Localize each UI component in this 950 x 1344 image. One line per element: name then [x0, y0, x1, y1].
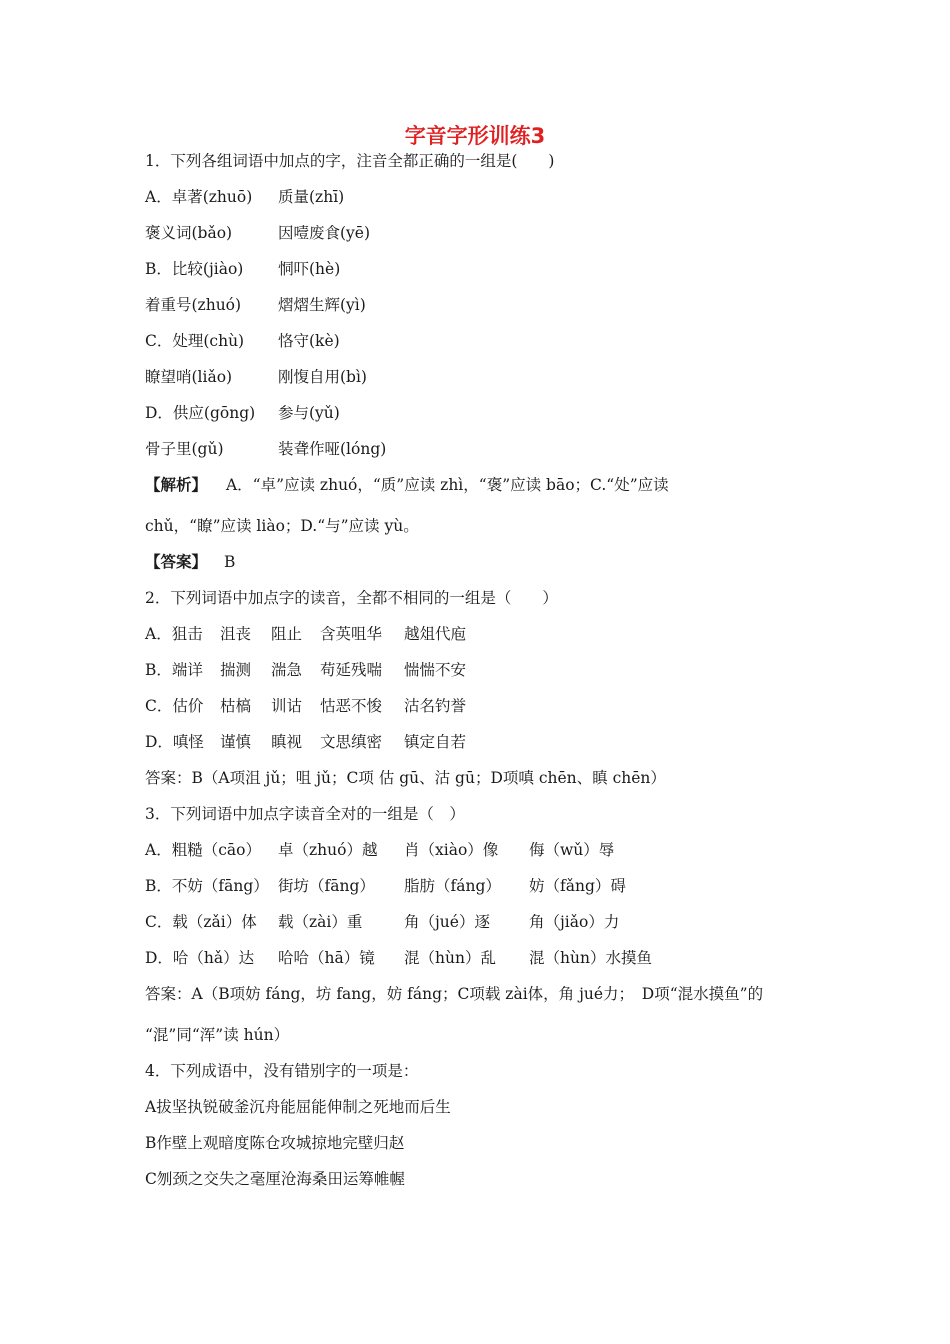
option-cell: 妨（fǎng）碍: [529, 877, 626, 895]
option-cell: 载（zài）重: [278, 913, 363, 931]
option-cell: 角（jué）逐: [404, 913, 490, 931]
option-cell: 怙恶不悛: [320, 697, 383, 715]
option-cell: C．估价: [145, 697, 204, 715]
option-cell: B．不妨（fāng）: [145, 877, 269, 895]
option-cell: 侮（wǔ）辱: [529, 841, 615, 859]
question-4-option: B作壁上观暗度陈仓攻城掠地完壁归赵: [145, 1134, 405, 1152]
analysis-text-continued: chǔ，“瞭”应读 liào；D.“与”应读 yù。: [145, 517, 419, 535]
option-cell: 湍急: [271, 661, 303, 679]
option-cell: 含英咀华: [320, 625, 383, 643]
answer-tag: 【答案】: [145, 552, 208, 571]
option-cell: 脂肪（fáng）: [404, 877, 501, 895]
page-title: 字音字形训练3: [404, 124, 546, 148]
option-cell: 文思缜密: [320, 733, 383, 751]
question-2-stem: 2．下列词语中加点字的读音，全都不相同的一组是（ ）: [145, 589, 558, 607]
option-cell: 质量(zhī): [278, 188, 345, 206]
option-cell: 参与(yǔ): [278, 404, 340, 422]
option-cell: 刚愎自用(bì): [278, 368, 367, 386]
option-cell: 枯槁: [220, 697, 252, 715]
option-cell: 装聋作哑(lóng): [278, 440, 387, 458]
question-4-stem: 4．下列成语中，没有错别字的一项是：: [145, 1062, 419, 1080]
option-cell: C．处理(chù): [145, 332, 245, 350]
option-cell: 恪守(kè): [278, 332, 340, 350]
question-2-answer: 答案：B（A项沮 jǔ；咀 jǔ；C项 估 gū、沽 gū；D项嗔 chēn、瞋 chēn）: [145, 769, 666, 787]
option-cell: 揣测: [220, 661, 252, 679]
option-cell: 褒义词(bǎo): [145, 224, 233, 242]
option-cell: 熠熠生辉(yì): [278, 296, 366, 314]
option-cell: 瞋视: [271, 733, 303, 751]
option-cell: A．卓著(zhuō): [145, 188, 253, 206]
question-1-row: [145, 294, 366, 316]
option-cell: 瞭望哨(liǎo): [145, 368, 233, 386]
option-cell: D．嗔怪: [145, 733, 204, 751]
option-cell: 哈哈（hā）镜: [278, 949, 375, 967]
question-1-row: [145, 438, 387, 460]
question-1-stem: 1．下列各组词语中加点的字，注音全都正确的一组是( ): [145, 152, 555, 170]
option-cell: A．狙击: [145, 625, 203, 643]
option-cell: 卓（zhuó）越: [278, 841, 378, 859]
option-cell: 越俎代庖: [404, 625, 467, 643]
option-cell: 沽名钓誉: [404, 697, 467, 715]
answer-line: [145, 551, 235, 573]
option-cell: 着重号(zhuó): [145, 296, 242, 314]
option-cell: 训诂: [271, 697, 303, 715]
analysis-text: A．“卓”应读 zhuó，“质”应读 zhì，“褒”应读 bāo；C.“处”应读: [225, 476, 669, 494]
question-1-row: [145, 402, 340, 424]
option-cell: B．比较(jiào): [145, 260, 244, 278]
question-1-row: [145, 258, 341, 280]
option-cell: 肖（xiào）像: [404, 841, 499, 859]
option-cell: A．粗糙（cāo）: [145, 841, 261, 859]
option-cell: D．哈（hǎ）达: [145, 949, 255, 967]
question-4-option: A拔坚执锐破釜沉舟能屈能伸制之死地而后生: [145, 1098, 451, 1116]
question-3-answer: 答案：A（B项妨 fáng，坊 fang，妨 fáng；C项载 zài体，角 jué力； D项“混水摸鱼”的: [145, 985, 764, 1003]
question-1-row: [145, 186, 345, 208]
option-cell: C．载（zǎi）体: [145, 913, 257, 931]
option-cell: 阻止: [271, 625, 303, 643]
option-cell: 因噎废食(yē): [278, 224, 371, 242]
option-cell: 镇定自若: [404, 733, 467, 751]
option-cell: 沮丧: [220, 625, 252, 643]
option-cell: 惴惴不安: [404, 661, 467, 679]
question-1-row: [145, 222, 371, 244]
analysis-tag: 【解析】: [145, 475, 208, 494]
option-cell: 街坊（fāng）: [278, 877, 375, 895]
option-cell: 恫吓(hè): [278, 260, 341, 278]
answer-value: B: [223, 553, 236, 571]
question-3-answer-continued: “混”同“浑”读 hún）: [145, 1026, 290, 1044]
option-cell: D．供应(gōng): [145, 404, 256, 422]
option-cell: B．端详: [145, 661, 203, 679]
option-cell: 混（hùn）水摸鱼: [529, 949, 652, 967]
option-cell: 骨子里(gǔ): [145, 440, 224, 458]
option-cell: 角（jiǎo）力: [529, 913, 620, 931]
option-cell: 混（hùn）乱: [404, 949, 496, 967]
question-3-stem: 3．下列词语中加点字读音全对的一组是（ ）: [145, 805, 465, 823]
question-4-option: C刎颈之交失之毫厘沧海桑田运筹帷幄: [145, 1170, 405, 1188]
analysis-line: [145, 474, 669, 496]
question-1-row: [145, 366, 367, 388]
option-cell: 谨慎: [220, 733, 252, 751]
question-1-row: [145, 330, 340, 352]
option-cell: 苟延残喘: [320, 661, 383, 679]
